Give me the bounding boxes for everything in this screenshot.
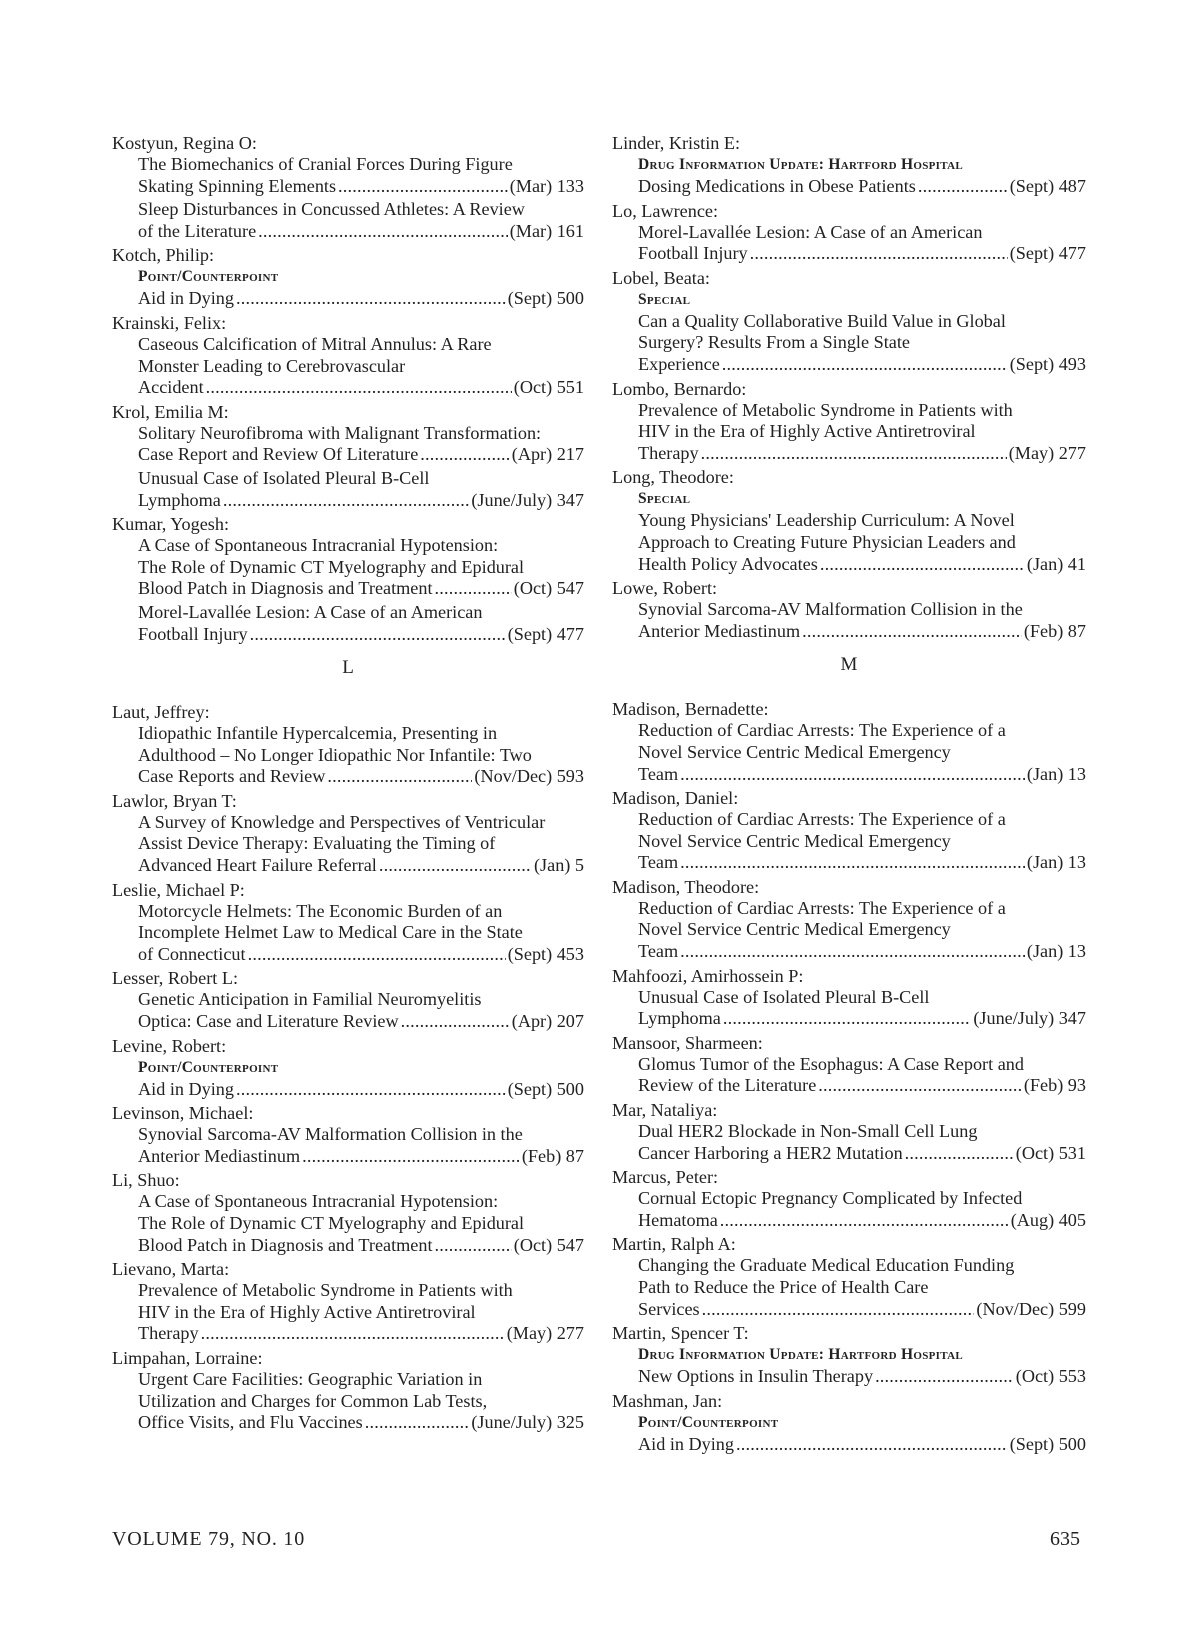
- article-entry: [138, 989, 584, 1032]
- article-title-end: Accident: [138, 377, 204, 398]
- article-title-line: Idiopathic Infantile Hypercalcemia, Presenting in: [138, 723, 498, 744]
- article-entry: [138, 423, 584, 466]
- article-reference-line: [638, 554, 1086, 576]
- article-title-end: Team: [638, 763, 679, 784]
- article-title-end: Advanced Heart Failure Referral: [138, 855, 377, 876]
- dot-leader: [680, 852, 1025, 874]
- article-title-line: Novel Service Centric Medical Emergency: [638, 919, 951, 940]
- author-name: Madison, Daniel:: [612, 788, 739, 809]
- article-reference-line: [138, 1011, 584, 1033]
- section-label: Point/Counterpoint: [138, 268, 279, 286]
- article-title-line: The Role of Dynamic CT Myelography and Epidural: [138, 1213, 525, 1233]
- article-entry: [138, 288, 584, 310]
- article-reference-line: [638, 852, 1086, 874]
- article-reference-line: [138, 288, 584, 310]
- article-entry: [638, 599, 1086, 642]
- article-title-end: Therapy: [638, 442, 699, 463]
- article-title-line: HIV in the Era of Highly Active Antiretroviral: [638, 421, 976, 442]
- author-name: Kotch, Philip:: [112, 245, 215, 266]
- article-reference-line: [138, 490, 584, 512]
- section-label: Special: [638, 490, 691, 508]
- article-title-line: Changing the Graduate Medical Education Funding: [638, 1255, 1015, 1276]
- article-reference-line: [138, 944, 584, 966]
- article-reference-line: [138, 624, 584, 646]
- article-title-end: Cancer Harboring a HER2 Mutation: [638, 1142, 903, 1163]
- article-entry: [638, 1121, 1086, 1164]
- issue-page-citation: (Jan) 13: [1026, 852, 1086, 873]
- article-title-end: Team: [638, 852, 679, 873]
- article-title-end: Therapy: [138, 1323, 199, 1344]
- dot-leader: [401, 1011, 510, 1033]
- author-name: Levinson, Michael:: [112, 1103, 254, 1124]
- article-entry: [638, 987, 1086, 1030]
- article-title-end: Aid in Dying: [138, 288, 234, 309]
- article-reference-line: [138, 377, 584, 399]
- dot-leader: [379, 855, 532, 877]
- section-label: Point/Counterpoint: [638, 1413, 779, 1431]
- article-reference-line: [638, 764, 1086, 786]
- issue-page-citation: (Feb) 87: [1023, 620, 1086, 641]
- author-name: Laut, Jeffrey:: [112, 702, 210, 723]
- article-title-end: Health Policy Advocates: [638, 553, 818, 574]
- article-title-end: Aid in Dying: [638, 1433, 734, 1454]
- article-title-line: Motorcycle Helmets: The Economic Burden of an: [138, 900, 503, 921]
- article-title-end: Blood Patch in Diagnosis and Treatment: [138, 1234, 433, 1255]
- article-reference-line: [638, 941, 1086, 963]
- article-entry: [638, 720, 1086, 785]
- article-title-end: Case Report and Review Of Literature: [138, 444, 419, 465]
- issue-page-citation: (Apr) 207: [511, 1011, 584, 1032]
- article-title-line: Unusual Case of Isolated Pleural B-Cell: [138, 467, 430, 488]
- issue-page-citation: (Mar) 133: [509, 175, 584, 196]
- dot-leader: [420, 444, 509, 466]
- article-title-end: Football Injury: [138, 623, 248, 644]
- dot-leader: [250, 624, 506, 646]
- article-entry: [638, 176, 1086, 198]
- issue-page-citation: (Sept) 477: [507, 623, 584, 644]
- article-reference-line: [138, 855, 584, 877]
- issue-page-citation: (May) 277: [1008, 442, 1086, 463]
- article-title-end: Team: [638, 941, 679, 962]
- article-title-line: Can a Quality Collaborative Build Value in Global: [638, 310, 1006, 331]
- article-entry: [138, 812, 584, 877]
- dot-leader: [723, 1008, 971, 1030]
- left-index-column: [112, 132, 584, 1436]
- issue-page-citation: (Oct) 551: [513, 377, 584, 398]
- article-entry: [638, 1366, 1086, 1388]
- dot-leader: [875, 1366, 1014, 1388]
- letter-heading: M: [840, 654, 858, 676]
- article-title-line: Young Physicians' Leadership Curriculum: A Novel: [638, 510, 1015, 531]
- author-name: Krainski, Felix:: [112, 312, 227, 333]
- article-title-line: Utilization and Charges for Common Lab Tests,: [138, 1390, 488, 1411]
- article-title-line: Solitary Neurofibroma with Malignant Transformation:: [138, 422, 542, 443]
- article-entry: [638, 1434, 1086, 1456]
- article-title-line: Adulthood – No Longer Idiopathic Nor Infantile: Two: [138, 744, 532, 765]
- article-title-end: of Connecticut: [138, 943, 246, 964]
- article-title-line: Path to Reduce the Price of Health Care: [638, 1277, 929, 1297]
- article-title-end: of the Literature: [138, 220, 257, 241]
- article-title-end: Services: [638, 1298, 700, 1319]
- article-title-end: Optica: Case and Literature Review: [138, 1011, 399, 1032]
- article-entry: [138, 154, 584, 197]
- dot-leader: [435, 578, 512, 600]
- page-number: 635: [1050, 1528, 1080, 1550]
- article-entry: [638, 1255, 1086, 1320]
- author-name: Long, Theodore:: [612, 467, 734, 488]
- author-name: Lowe, Robert:: [612, 578, 718, 599]
- article-title-end: Aid in Dying: [138, 1078, 234, 1099]
- article-title-line: The Biomechanics of Cranial Forces During Figure: [138, 154, 513, 174]
- issue-page-citation: (Oct) 547: [513, 1234, 584, 1255]
- issue-page-citation: (June/July) 347: [471, 489, 584, 510]
- article-reference-line: [138, 1323, 584, 1345]
- issue-page-citation: (Oct) 553: [1015, 1366, 1086, 1387]
- article-entry: [138, 1079, 584, 1101]
- article-reference-line: [138, 1412, 584, 1434]
- dot-leader: [327, 766, 472, 788]
- article-title-end: Office Visits, and Flu Vaccines: [138, 1412, 363, 1433]
- article-reference-line: [138, 766, 584, 788]
- article-reference-line: [638, 1075, 1086, 1097]
- article-reference-line: [638, 176, 1086, 198]
- article-title-end: Anterior Mediastinum: [138, 1145, 301, 1166]
- article-title-line: Morel-Lavallée Lesion: A Case of an American: [138, 601, 483, 622]
- article-entry: [638, 400, 1086, 465]
- article-reference-line: [638, 354, 1086, 376]
- article-title-end: Dosing Medications in Obese Patients: [638, 176, 916, 196]
- author-name: Mahfoozi, Amirhossein P:: [612, 965, 804, 986]
- issue-page-citation: (Oct) 547: [513, 578, 584, 599]
- author-name: Kostyun, Regina O:: [112, 133, 257, 153]
- article-entry: [138, 199, 584, 242]
- article-entry: [138, 535, 584, 600]
- dot-leader: [248, 944, 506, 966]
- article-title-line: Urgent Care Facilities: Geographic Variation in: [138, 1368, 483, 1389]
- author-name: Mashman, Jan:: [612, 1390, 723, 1411]
- author-name: Limpahan, Lorraine:: [112, 1347, 263, 1368]
- article-reference-line: [638, 1210, 1086, 1232]
- article-title-line: HIV in the Era of Highly Active Antiretroviral: [138, 1301, 476, 1322]
- article-title-line: Synovial Sarcoma-AV Malformation Collision in the: [638, 599, 1023, 620]
- issue-page-citation: (June/July) 325: [471, 1412, 584, 1433]
- article-entry: [638, 809, 1086, 874]
- issue-page-citation: (Jan) 13: [1026, 763, 1086, 784]
- article-title-end: Review of the Literature: [638, 1075, 817, 1096]
- author-name: Lobel, Beata:: [612, 267, 710, 288]
- article-reference-line: [138, 578, 584, 600]
- author-name: Madison, Theodore:: [612, 876, 760, 897]
- dot-leader: [680, 941, 1025, 963]
- dot-leader: [201, 1323, 505, 1345]
- article-entry: [638, 311, 1086, 376]
- dot-leader: [236, 288, 506, 310]
- author-name: Lombo, Bernardo:: [612, 378, 747, 399]
- article-title-line: Morel-Lavallée Lesion: A Case of an American: [638, 221, 983, 242]
- dot-leader: [206, 377, 512, 399]
- article-title-end: Hematoma: [638, 1209, 718, 1230]
- issue-page-citation: (May) 277: [506, 1323, 584, 1344]
- article-reference-line: [138, 1235, 584, 1257]
- article-title-line: Approach to Creating Future Physician Leaders and: [638, 531, 1016, 552]
- article-reference-line: [138, 444, 584, 466]
- article-entry: [138, 468, 584, 511]
- issue-page-citation: (Nov/Dec) 593: [474, 766, 584, 787]
- article-title-end: New Options in Insulin Therapy: [638, 1366, 874, 1387]
- article-title-line: Cornual Ectopic Pregnancy Complicated by Infected: [638, 1188, 1023, 1209]
- issue-page-citation: (Jan) 41: [1026, 553, 1086, 574]
- article-title-line: Dual HER2 Blockade in Non-Small Cell Lung: [638, 1121, 978, 1142]
- article-entry: [138, 1124, 584, 1167]
- article-title-line: Unusual Case of Isolated Pleural B-Cell: [638, 986, 930, 1007]
- article-title-line: Reduction of Cardiac Arrests: The Experience of a: [638, 720, 1006, 741]
- dot-leader: [435, 1235, 512, 1257]
- article-reference-line: [638, 621, 1086, 643]
- article-title-line: Genetic Anticipation in Familial Neuromyelitis: [138, 989, 482, 1010]
- article-title-line: A Case of Spontaneous Intracranial Hypotension:: [138, 1191, 499, 1212]
- article-title-line: Reduction of Cardiac Arrests: The Experience of a: [638, 809, 1006, 830]
- article-title-line: Reduction of Cardiac Arrests: The Experience of a: [638, 897, 1006, 918]
- issue-page-citation: (Sept) 453: [507, 943, 584, 964]
- author-name: Krol, Emilia M:: [112, 401, 229, 422]
- article-title-line: Incomplete Helmet Law to Medical Care in the State: [138, 922, 523, 943]
- dot-leader: [918, 176, 1008, 198]
- section-label: Point/Counterpoint: [138, 1058, 279, 1076]
- issue-page-citation: (Sept) 500: [507, 288, 584, 309]
- issue-page-citation: (Oct) 531: [1015, 1142, 1086, 1163]
- article-entry: [138, 1280, 584, 1345]
- article-reference-line: [638, 1299, 1086, 1321]
- article-reference-line: [638, 1366, 1086, 1388]
- article-title-line: Synovial Sarcoma-AV Malformation Collision in the: [138, 1124, 523, 1145]
- author-name: Lo, Lawrence:: [612, 200, 719, 221]
- article-entry: [638, 898, 1086, 963]
- issue-page-citation: (Sept) 487: [1009, 176, 1086, 196]
- article-title-end: Lymphoma: [638, 1008, 721, 1029]
- dot-leader: [680, 764, 1025, 786]
- article-title-line: A Case of Spontaneous Intracranial Hypotension:: [138, 535, 499, 556]
- article-title-line: Glomus Tumor of the Esophagus: A Case Report and: [638, 1053, 1024, 1074]
- article-title-line: Novel Service Centric Medical Emergency: [638, 741, 951, 762]
- author-name: Lawlor, Bryan T:: [112, 790, 237, 811]
- issue-page-citation: (Nov/Dec) 599: [976, 1298, 1086, 1319]
- article-title-end: Lymphoma: [138, 489, 221, 510]
- dot-leader: [720, 1210, 1009, 1232]
- article-title-line: Assist Device Therapy: Evaluating the Timing of: [138, 833, 496, 854]
- author-name: Levine, Robert:: [112, 1035, 227, 1056]
- article-entry: [138, 602, 584, 645]
- article-title-line: Novel Service Centric Medical Emergency: [638, 830, 951, 851]
- dot-leader: [223, 490, 469, 512]
- article-reference-line: [638, 1434, 1086, 1456]
- section-label: Special: [638, 290, 691, 308]
- letter-heading: L: [342, 657, 354, 679]
- article-title-line: Prevalence of Metabolic Syndrome in Patients with: [638, 399, 1013, 420]
- issue-page-citation: (Mar) 161: [509, 220, 584, 241]
- dot-leader: [365, 1412, 470, 1434]
- dot-leader: [302, 1146, 520, 1168]
- section-label: Drug Information Update: Hartford Hospital: [638, 1346, 963, 1364]
- dot-leader: [722, 354, 1008, 376]
- article-title-end: Blood Patch in Diagnosis and Treatment: [138, 578, 433, 599]
- issue-page-citation: (Feb) 93: [1023, 1075, 1086, 1096]
- article-entry: [138, 901, 584, 966]
- author-name: Mar, Nataliya:: [612, 1100, 718, 1121]
- article-entry: [638, 222, 1086, 265]
- article-title-line: Monster Leading to Cerebrovascular: [138, 355, 406, 376]
- article-title-line: Prevalence of Metabolic Syndrome in Patients with: [138, 1280, 513, 1301]
- article-title-line: The Role of Dynamic CT Myelography and Epidural: [138, 556, 525, 577]
- section-label: Drug Information Update: Hartford Hospital: [638, 156, 963, 173]
- dot-leader: [750, 243, 1008, 265]
- dot-leader: [702, 1299, 975, 1321]
- article-reference-line: [138, 176, 584, 198]
- dot-leader: [338, 176, 508, 198]
- article-title-line: A Survey of Knowledge and Perspectives of Ventricular: [138, 811, 546, 832]
- article-title-end: Football Injury: [638, 243, 748, 264]
- issue-page-citation: (June/July) 347: [973, 1008, 1086, 1029]
- author-name: Marcus, Peter:: [612, 1167, 719, 1188]
- article-reference-line: [138, 221, 584, 243]
- issue-page-citation: (Sept) 477: [1009, 243, 1086, 264]
- author-name: Martin, Spencer T:: [612, 1323, 749, 1344]
- article-reference-line: [638, 243, 1086, 265]
- dot-leader: [736, 1434, 1008, 1456]
- article-entry: [138, 1191, 584, 1256]
- article-title-line: Surgery? Results From a Single State: [638, 332, 910, 353]
- article-title-end: Case Reports and Review: [138, 766, 326, 787]
- issue-page-citation: (Sept) 500: [507, 1078, 584, 1099]
- issue-page-citation: (Aug) 405: [1010, 1209, 1086, 1230]
- article-reference-line: [138, 1146, 584, 1168]
- issue-page-citation: (Jan) 5: [534, 855, 584, 876]
- author-name: Li, Shuo:: [112, 1170, 180, 1191]
- article-reference-line: [638, 1143, 1086, 1165]
- article-reference-line: [638, 1008, 1086, 1030]
- author-name: Madison, Bernadette:: [612, 699, 769, 720]
- article-entry: [638, 510, 1086, 575]
- article-title-end: Anterior Mediastinum: [638, 620, 801, 641]
- article-entry: [638, 1054, 1086, 1097]
- right-index-column: [612, 132, 1086, 1457]
- article-entry: [138, 723, 584, 788]
- issue-page-citation: (Sept) 493: [1009, 353, 1086, 374]
- dot-leader: [905, 1143, 1014, 1165]
- issue-page-citation: (Apr) 217: [511, 444, 584, 465]
- dot-leader: [701, 443, 1007, 465]
- dot-leader: [820, 554, 1025, 576]
- article-entry: [138, 1369, 584, 1434]
- issue-page-citation: (Jan) 13: [1026, 941, 1086, 962]
- article-title-line: Sleep Disturbances in Concussed Athletes: A Review: [138, 199, 525, 220]
- author-name: Martin, Ralph A:: [612, 1234, 736, 1255]
- article-reference-line: [138, 1079, 584, 1101]
- author-name: Mansoor, Sharmeen:: [612, 1032, 763, 1053]
- dot-leader: [258, 221, 508, 243]
- dot-leader: [802, 621, 1022, 643]
- article-title-end: Skating Spinning Elements: [138, 175, 337, 196]
- article-entry: [138, 334, 584, 399]
- article-reference-line: [638, 443, 1086, 465]
- author-name: Lievano, Marta:: [112, 1259, 230, 1280]
- author-name: Leslie, Michael P:: [112, 879, 245, 900]
- issue-page-citation: (Feb) 87: [521, 1145, 584, 1166]
- author-name: Kumar, Yogesh:: [112, 514, 229, 535]
- article-entry: [638, 1188, 1086, 1231]
- author-name: Linder, Kristin E:: [612, 133, 741, 153]
- issue-page-citation: (Sept) 500: [1009, 1433, 1086, 1454]
- volume-footer: VOLUME 79, NO. 10: [112, 1528, 306, 1550]
- dot-leader: [818, 1075, 1022, 1097]
- dot-leader: [236, 1079, 506, 1101]
- article-title-line: Caseous Calcification of Mitral Annulus: A Rare: [138, 333, 492, 354]
- article-title-end: Experience: [638, 353, 720, 374]
- author-name: Lesser, Robert L:: [112, 968, 239, 989]
